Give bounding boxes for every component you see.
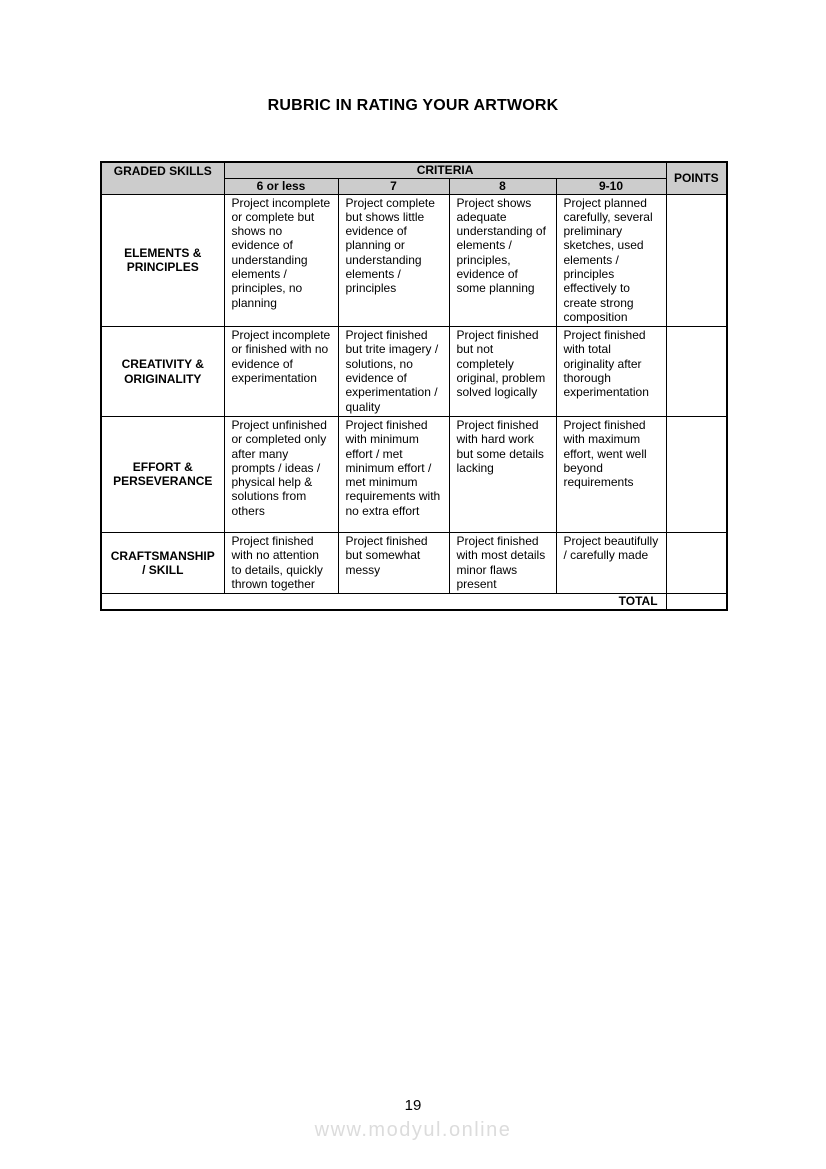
criteria-cell: Project finished with minimum effort / met minimum effort / met minimum requirements with no extra effort xyxy=(338,416,449,532)
skill-label: CRAFTSMANSHIP / SKILL xyxy=(101,532,224,593)
criteria-cell: Project finished but trite imagery / solutions, no evidence of experimentation / quality xyxy=(338,327,449,417)
total-points-cell xyxy=(666,594,727,610)
criteria-cell: Project finished but somewhat messy xyxy=(338,532,449,593)
watermark: www.modyul.online xyxy=(314,1119,512,1141)
criteria-cell: Project beautifully / carefully made xyxy=(556,532,666,593)
score-level-header-6orless: 6 or less xyxy=(224,178,338,194)
criteria-cell: Project incomplete or complete but shows no evidence of understanding elements / principles, no planning xyxy=(224,194,338,327)
points-cell xyxy=(666,416,727,532)
criteria-cell: Project complete but shows little evidence of planning or understanding elements / principles xyxy=(338,194,449,327)
criteria-cell: Project finished with no attention to details, quickly thrown together xyxy=(224,532,338,593)
table-row-elements-principles xyxy=(101,194,727,327)
criteria-cell: Project unfinished or completed only after many prompts / ideas / physical help & solutions from others xyxy=(224,416,338,532)
page-number: 19 xyxy=(404,1097,422,1114)
points-cell xyxy=(666,532,727,593)
criteria-cell: Project finished with most details minor flaws present xyxy=(449,532,556,593)
criteria-cell: Project finished but not completely original, problem solved logically xyxy=(449,327,556,417)
graded-skills-header: GRADED SKILLS xyxy=(101,162,224,194)
total-label: TOTAL xyxy=(101,594,666,610)
criteria-cell: Project finished with hard work but some details lacking xyxy=(449,416,556,532)
rubric-table xyxy=(100,161,728,611)
skill-label: CREATIVITY & ORIGINALITY xyxy=(101,327,224,417)
skill-label: EFFORT & PERSEVERANCE xyxy=(101,416,224,532)
score-level-header-7: 7 xyxy=(338,178,449,194)
page-title: RUBRIC IN RATING YOUR ARTWORK xyxy=(267,97,559,114)
table-row-creativity-originality xyxy=(101,327,727,417)
score-level-header-9-10: 9-10 xyxy=(556,178,666,194)
criteria-cell: Project planned carefully, several preliminary sketches, used elements / principles effectively to create strong composition xyxy=(556,194,666,327)
points-cell xyxy=(666,327,727,417)
table-row-total xyxy=(101,594,727,610)
header-row-1 xyxy=(101,162,727,178)
criteria-cell: Project finished with total originality after thorough experimentation xyxy=(556,327,666,417)
table-row-craftsmanship-skill xyxy=(101,532,727,593)
points-cell xyxy=(666,194,727,327)
criteria-header: CRITERIA xyxy=(224,162,666,178)
criteria-cell: Project finished with maximum effort, went well beyond requirements xyxy=(556,416,666,532)
table-row-effort-perseverance xyxy=(101,416,727,532)
points-header: POINTS xyxy=(666,162,727,194)
score-level-header-8: 8 xyxy=(449,178,556,194)
criteria-cell: Project incomplete or finished with no evidence of experimentation xyxy=(224,327,338,417)
criteria-cell: Project shows adequate understanding of elements / principles, evidence of some planning xyxy=(449,194,556,327)
skill-label: ELEMENTS & PRINCIPLES xyxy=(101,194,224,327)
